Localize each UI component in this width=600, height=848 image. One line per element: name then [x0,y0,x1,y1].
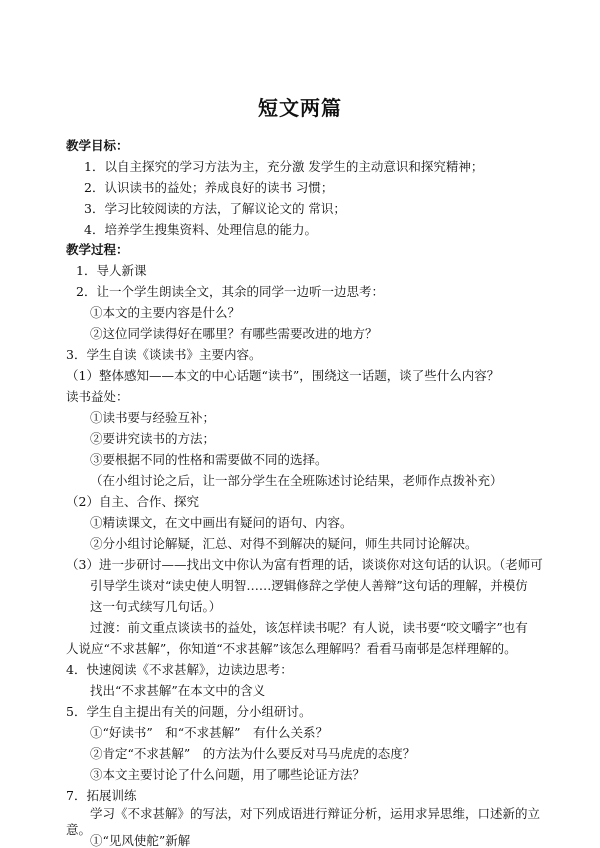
heading-teaching-goals: 教学目标： [66,138,129,153]
step-5-question-2: ②肯定“不求甚解” 的方法为什么要反对马马虎虎的态度？ [90,746,416,761]
benefit-item-2: ②要讲究读书的方法； [90,431,216,446]
part-3-continued-2: 这一句式续写几句话。） [90,599,222,614]
goal-item-3: 3．学习比较阅读的方法，了解议论文的 常识； [84,201,346,216]
process-step-5: 5．学生自主提出有关的问题，分小组研讨。 [66,704,312,719]
process-step-1: 1．导人新课 [76,263,147,278]
goal-item-4: 4．培养学生搜集资料、处理信息的能力。 [84,222,317,237]
benefit-item-3: ③要根据不同的性格和需要做不同的选择。 [90,452,328,467]
step-2-question-1: ①本文的主要内容是什么？ [90,305,241,320]
process-step-4: 4．快速阅读《不求甚解》，边读边思考： [66,662,293,677]
step-3-part-3: （3）进一步研讨——找出文中你认为富有哲理的话，谈谈你对这句话的认识。（老师可 [66,557,543,572]
goal-item-2: 2．认识读书的益处；养成良好的读书 习惯； [84,180,334,195]
part-2-item-1: ①精读课文，在文中画出有疑问的语句、内容。 [90,515,353,530]
step-5-question-3: ③本文主要讨论了什么问题，用了哪些论证方法？ [90,767,366,782]
idiom-item-1: ①“见风使舵”新解 [90,833,191,848]
step-7-instruction-line-2: 意。 [66,822,92,837]
process-step-7: 7．拓展训练 [66,788,137,803]
page-title: 短文两篇 [258,96,342,120]
part-3-continued-1: 引导学生谈对“读史使人明智……逻辑修辞之学使人善辩”这句话的理解，并模仿 [90,578,528,593]
heading-teaching-process: 教学过程： [66,242,129,257]
step-3-part-1: （1）整体感知——本文的中心话题“读书”，围绕这一话题，谈了些什么内容？ [66,368,500,383]
step-3-part-2: （2）自主、合作、探究 [66,494,199,509]
step-4-task: 找出“不求甚解”在本文中的含义 [90,683,266,698]
goal-item-1: 1．以自主探究的学习方法为主，充分激 发学生的主动意识和探究精神； [84,159,484,174]
group-discussion-note: （在小组讨论之后，让一部分学生在全班陈述讨论结果，老师作点拨补充） [90,473,503,488]
part-2-item-2: ②分小组讨论解疑，汇总、对得不到解决的疑问，师生共同讨论解决。 [90,536,478,551]
process-step-3: 3．学生自读《谈读书》主要内容。 [66,347,262,362]
reading-benefits-label: 读书益处： [66,389,129,404]
process-step-2: 2．让一个学生朗读全文，其余的同学一边听一边思考： [76,284,384,299]
step-7-instruction-line-1: 学习《不求甚解》的写法，对下列成语进行辩证分析，运用求异思维，口述新的立 [90,806,541,821]
transition-paragraph-line-2: 人说应“不求甚解”，你知道“不求甚解”该怎么理解吗？看看马南邨是怎样理解的。 [66,641,517,656]
transition-paragraph-line-1: 过渡：前文重点谈读书的益处，该怎样读书呢？有人说，读书要“咬文嚼字”也有 [90,620,528,635]
benefit-item-1: ①读书要与经验互补； [90,410,216,425]
step-2-question-2: ②这位同学读得好在哪里？有哪些需要改进的地方？ [90,326,378,341]
step-5-question-1: ①“好读书” 和“不求甚解” 有什么关系？ [90,725,329,740]
